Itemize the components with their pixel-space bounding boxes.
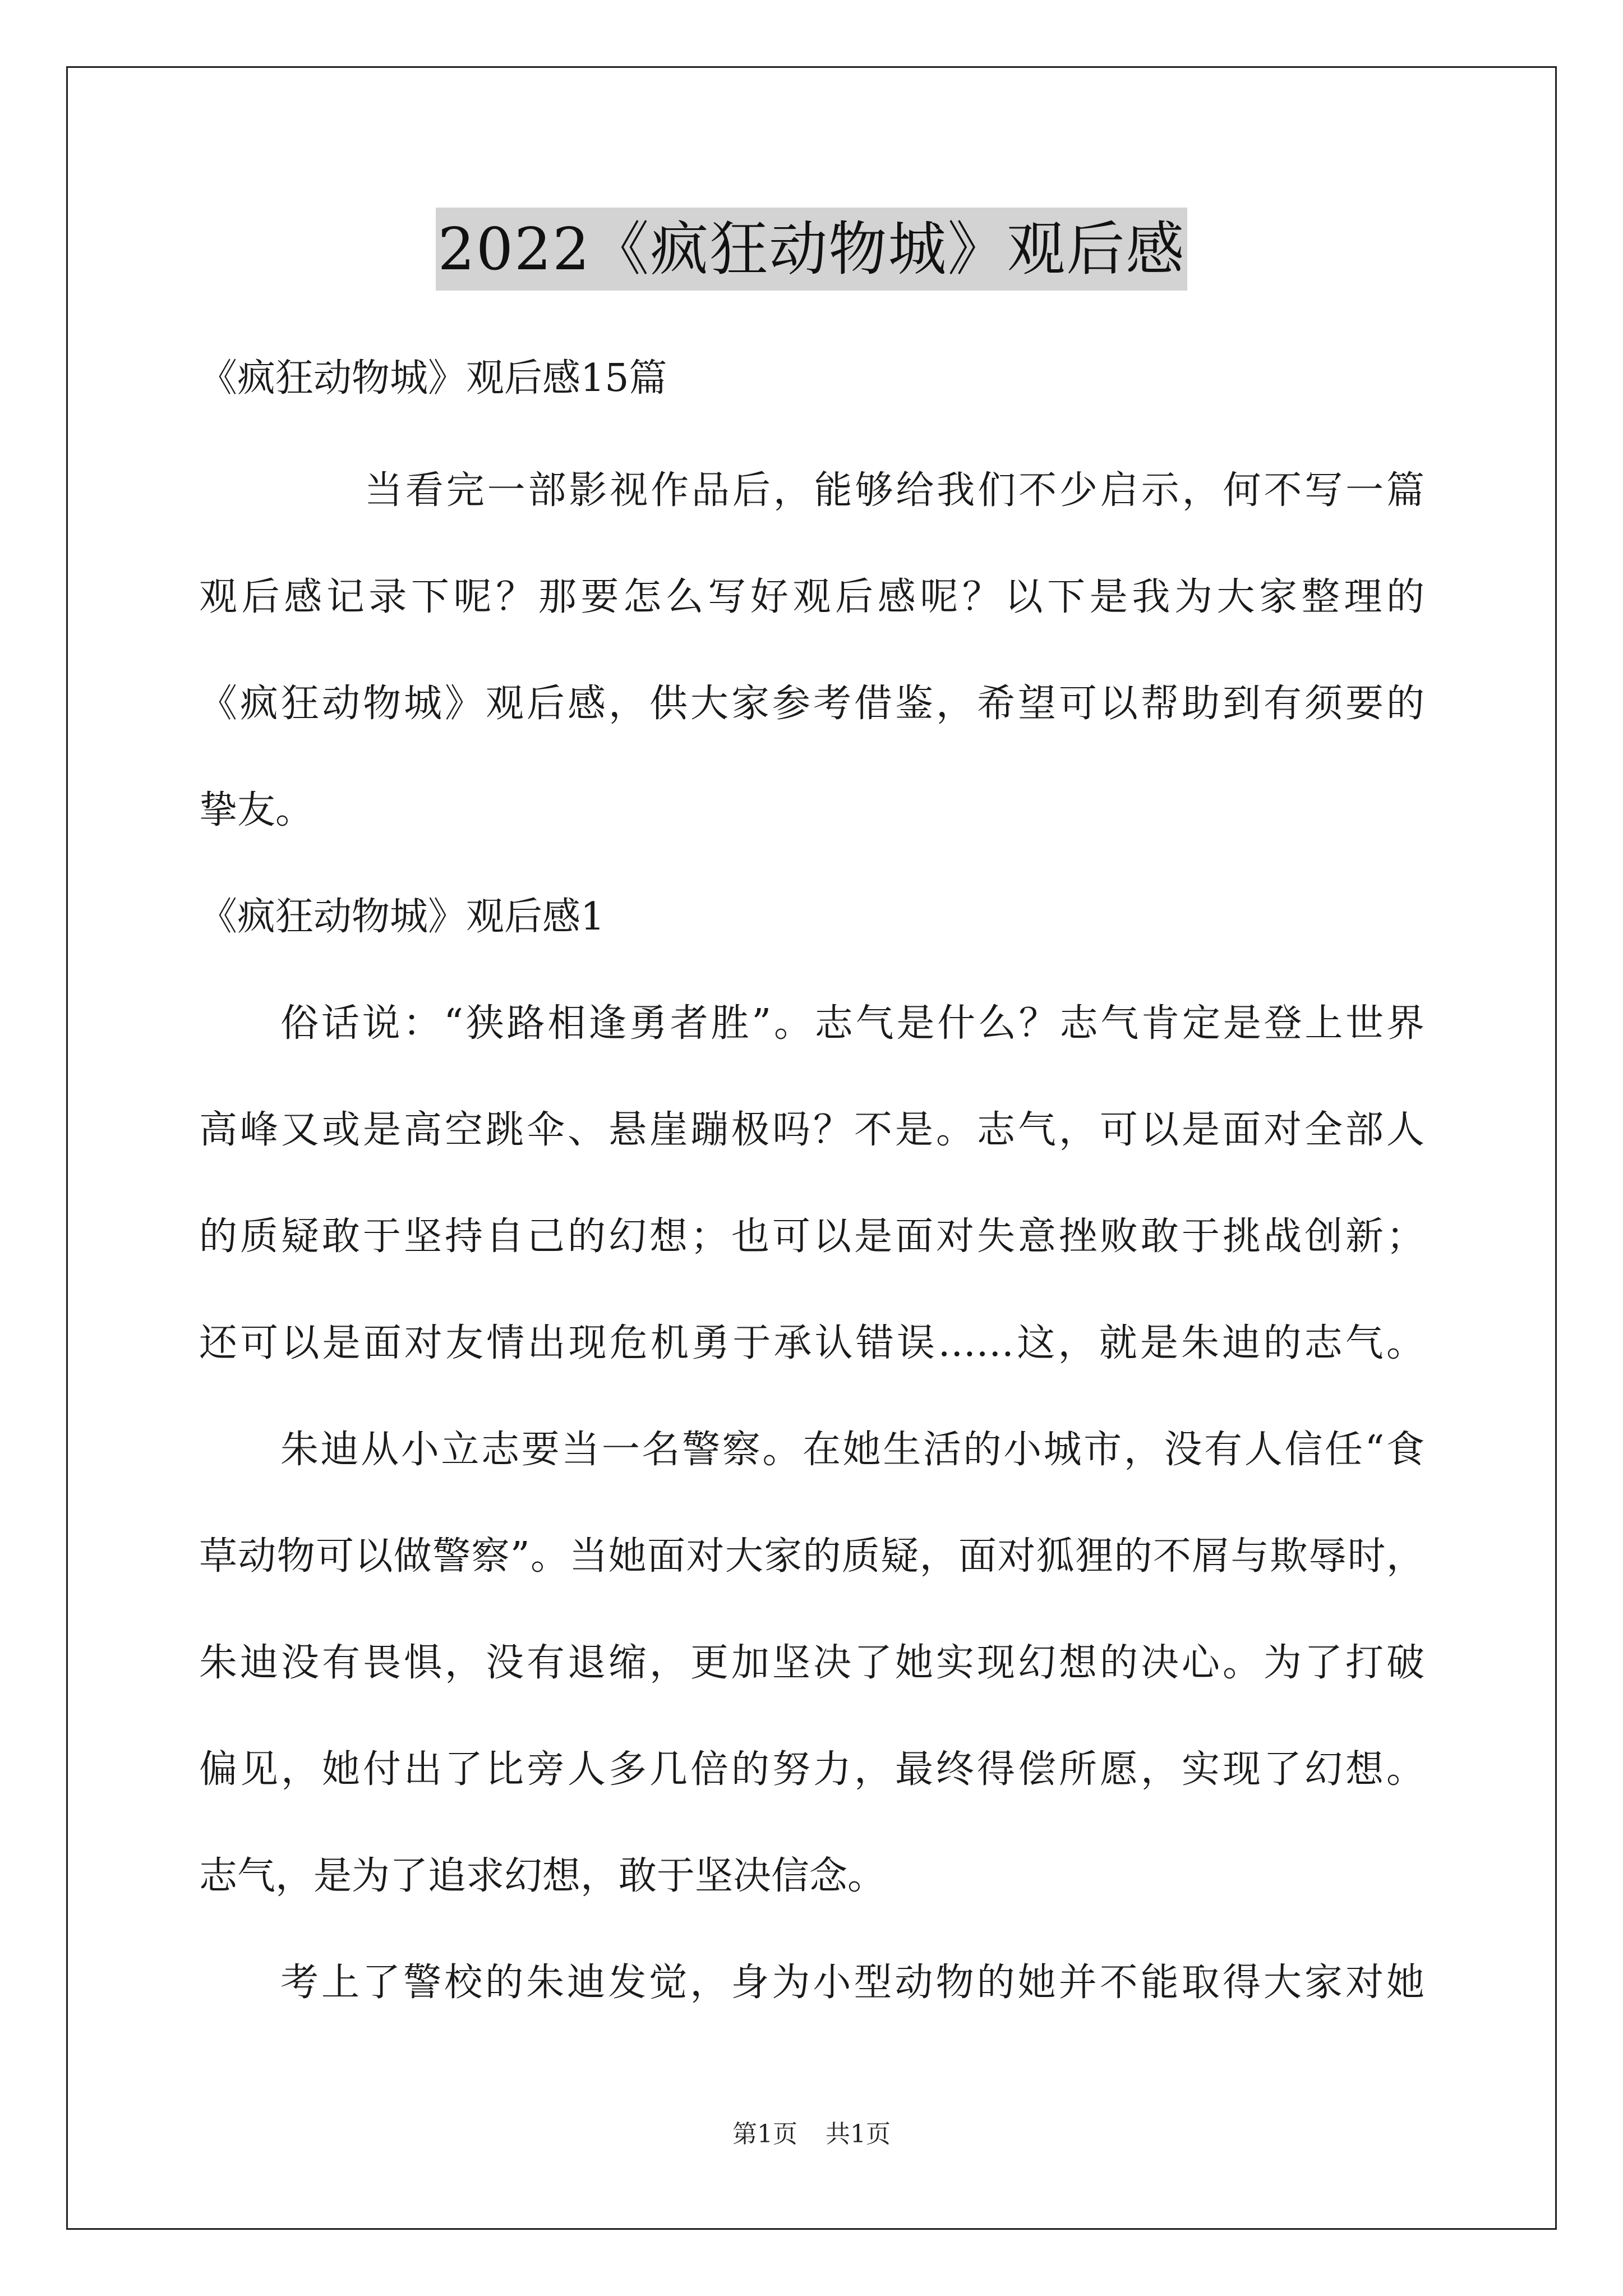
page-total: 共1页: [826, 2120, 891, 2148]
subtitle: 《疯狂动物城》观后感15篇: [199, 356, 667, 401]
paragraph-line: 朱迪没有畏惧，没有退缩，更加坚决了她实现幻想的决心。为了打破: [199, 1641, 1424, 1685]
intro-line: 当看完一部影视作品后，能够给我们不少启示，何不写一篇: [365, 468, 1424, 513]
paragraph-line: 草动物可以做警察”。当她面对大家的质疑，面对狐狸的不屑与欺辱时，: [199, 1534, 1424, 1579]
title-container: [0, 208, 1623, 291]
paragraph-line: 偏见，她付出了比旁人多几倍的努力，最终得偿所愿，实现了幻想。: [199, 1747, 1424, 1792]
paragraph-line: 志气，是为了追求幻想，敢于坚决信念。: [199, 1854, 886, 1898]
intro-line: 《疯狂动物城》观后感，供大家参考借鉴，希望可以帮助到有须要的: [199, 682, 1424, 726]
paragraph-line: 考上了警校的朱迪发觉，身为小型动物的她并不能取得大家对她: [280, 1961, 1424, 2005]
paragraph-line: 朱迪从小立志要当一名警察。在她生活的小城市，没有人信任“食: [280, 1428, 1424, 1472]
paragraph-line: 还可以是面对友情出现危机勇于承认错误……这，就是朱迪的志气。: [199, 1321, 1424, 1365]
page-number: 第1页: [732, 2120, 797, 2148]
paragraph-line: 俗话说：“狭路相逢勇者胜”。志气是什么？志气肯定是登上世界: [280, 1001, 1424, 1046]
page-footer: [0, 2118, 1623, 2151]
paragraph-line: 的质疑敢于坚持自己的幻想；也可以是面对失意挫败敢于挑战创新；: [199, 1214, 1424, 1259]
paragraph-line: 高峰又或是高空跳伞、悬崖蹦极吗？不是。志气，可以是面对全部人: [199, 1108, 1424, 1152]
document-title: 2022《疯狂动物城》观后感: [436, 208, 1188, 291]
intro-line: 观后感记录下呢？那要怎么写好观后感呢？以下是我为大家整理的: [199, 575, 1424, 619]
intro-line: 挚友。: [199, 788, 314, 832]
section-heading: 《疯狂动物城》观后感1: [199, 895, 605, 939]
